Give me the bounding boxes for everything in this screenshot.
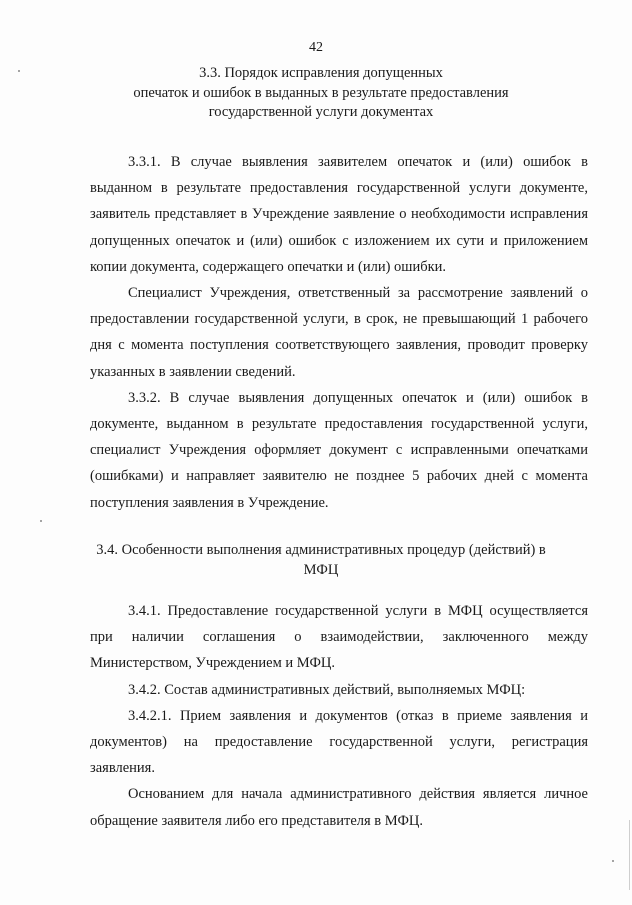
section-heading-3-3 (60, 64, 582, 123)
heading-line: 3.3. Порядок исправления допущенных (199, 65, 443, 81)
scan-speck (18, 70, 20, 72)
paragraph-specialist: Специалист Учреждения, ответственный за рассмотрение заявлений о предоставлении государственной услуги, в срок, не превышающий 1 рабочего дня с момента поступления соответствующего заявления, проводит проверку указанных в заявлении сведений. (90, 285, 588, 380)
heading-line: опечаток и ошибок в выданных в результате предоставления (133, 84, 509, 101)
heading-line: 3.4. Особенности выполнения административных процедур (действий) в (96, 542, 546, 558)
scan-speck (40, 520, 42, 522)
heading-line: МФЦ (303, 561, 339, 578)
scan-edge-line (629, 820, 630, 890)
scan-speck (612, 860, 614, 862)
section-heading-3-4 (60, 541, 582, 580)
paragraph-3-3-2: 3.3.2. В случае выявления допущенных опечаток и (или) ошибок в документе, выданном в результате предоставления государственной услуги, специалист Учреждения оформляет документ с исправленными опечатками (ошибками) и направляет заявителю не позднее 5 рабочих дней с момента поступления заявления в Учреждение. (90, 389, 588, 511)
paragraph-basis: Основанием для начала административного действия является личное обращение заявителя либо его представителя в МФЦ. (90, 786, 588, 829)
section-body-3-4 (90, 598, 588, 834)
paragraph-3-4-2-1: 3.4.2.1. Прием заявления и документов (отказ в приеме заявления и документов) на предоставление государственной услуги, регистрация заявления. (90, 707, 588, 777)
paragraph-3-4-2: 3.4.2. Состав административных действий, выполняемых МФЦ: (128, 681, 526, 698)
paragraph-3-3-1: 3.3.1. В случае выявления заявителем опечаток и (или) ошибок в выданном в результате предоставления государственной услуги документе, заявитель представляет в Учреждение заявление о необходимости исправления допущенных опечаток и (или) ошибок с изложением их сути и приложением копии документа, содержащего опечатки и (или) ошибки. (90, 154, 588, 275)
paragraph-3-4-1: 3.4.1. Предоставление государственной услуги в МФЦ осуществляется при наличии соглашения о взаимодействии, заключенного между Министерством, Учреждением и МФЦ. (90, 603, 588, 672)
page-number: 42 (309, 40, 323, 55)
section-body-3-3 (90, 149, 588, 516)
heading-line: государственной услуги документах (208, 104, 434, 120)
